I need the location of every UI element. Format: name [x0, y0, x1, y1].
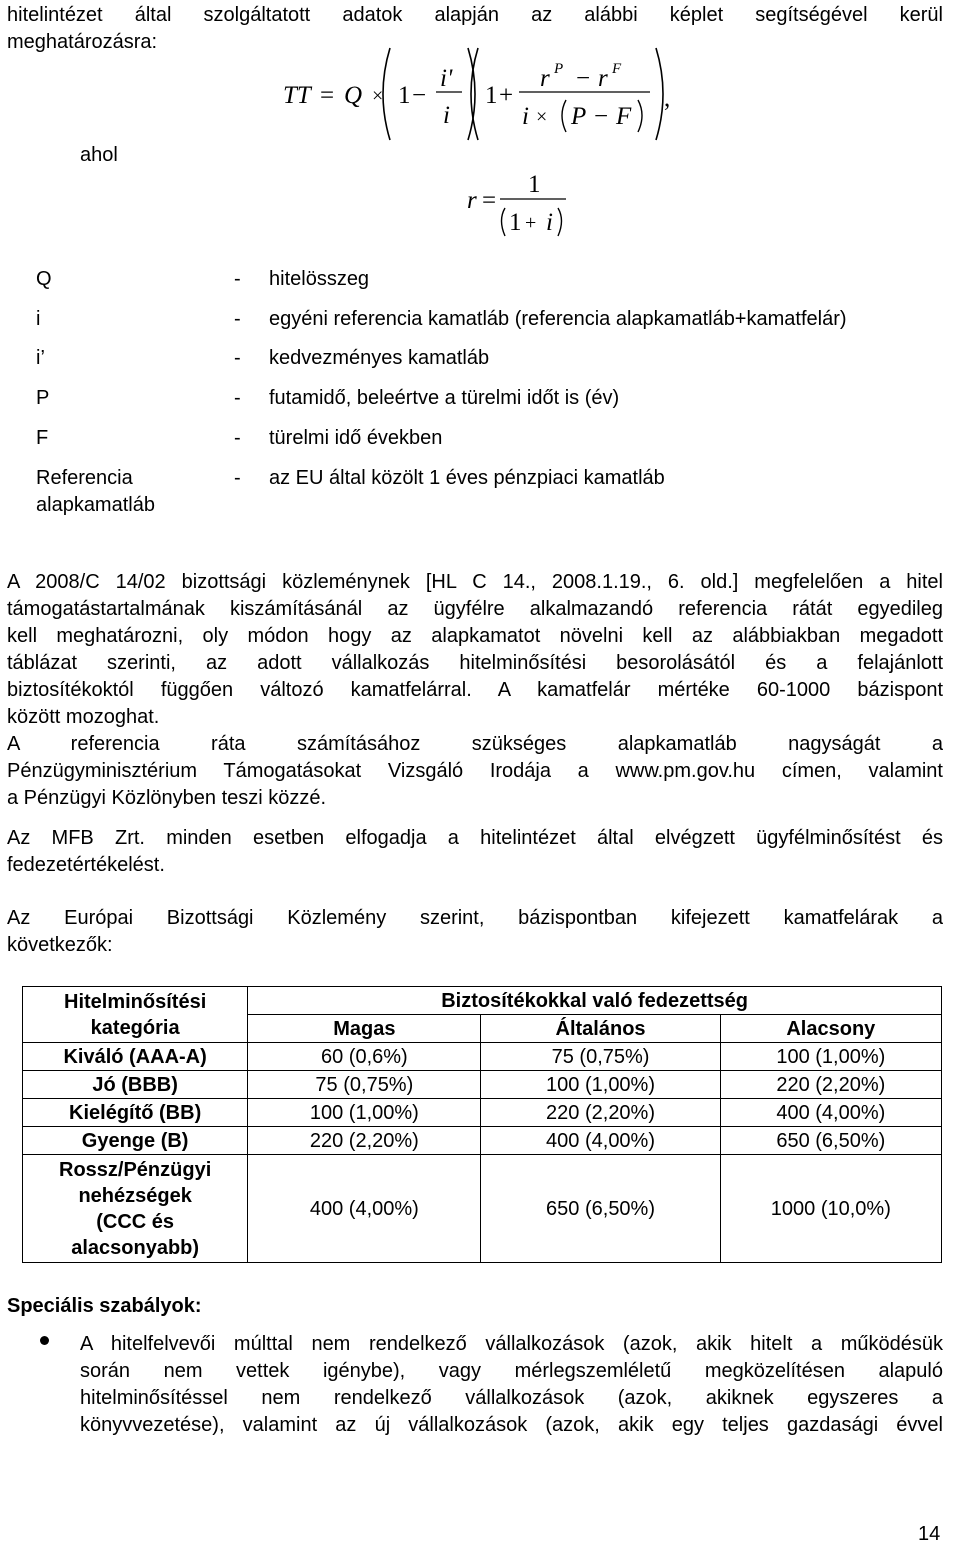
table-cell: 100 (1,00%) [481, 1071, 720, 1099]
definition-dash: - [234, 347, 241, 369]
formula-sup-p: P [554, 61, 564, 77]
paragraph-3 [7, 825, 943, 879]
paren-open-3 [562, 100, 566, 132]
formula-plus: + [499, 82, 514, 109]
table-row [23, 1127, 942, 1155]
formula-comma: , [664, 85, 671, 112]
table-cell: 400 (4,00%) [481, 1127, 720, 1155]
formula-r-1: r [540, 65, 550, 92]
table-row-category: Gyenge (B) [23, 1127, 248, 1155]
formula-times-2: × [536, 106, 548, 128]
formula-sup-f: F [612, 61, 622, 77]
definition-key: i’ [36, 347, 45, 369]
main-formula [0, 0, 960, 240]
formula-p: P [571, 103, 587, 130]
table-cell: 400 (4,00%) [248, 1155, 481, 1263]
definition-value: egyéni referencia kamatláb (referencia alapkamatláb+kamatfelár) [269, 308, 847, 330]
rf-paren-close [558, 208, 562, 236]
table-row-category: Kielégítő (BB) [23, 1099, 248, 1127]
paragraph-line: Az Európai Bizottsági Közlemény szerint, bázispontban kifejezett kamatfelárak a [7, 907, 943, 929]
formula-one-1: 1 [398, 82, 411, 109]
table-cell: 75 (0,75%) [248, 1071, 481, 1099]
paragraph-2 [7, 731, 943, 812]
table-cell: 650 (6,50%) [720, 1127, 941, 1155]
formula-minus-2: − [576, 65, 591, 92]
rf-one: 1 [509, 209, 522, 236]
bullet-line: A hitelfelvevői múlttal nem rendelkező vállalkozások (azok, akik hitelt a működésük [80, 1333, 943, 1355]
special-rules-heading: Speciális szabályok: [7, 1295, 202, 1317]
formula-eq: = [320, 82, 335, 109]
table-row-category: Kiváló (AAA-A) [23, 1043, 248, 1071]
bullet-line: során nem vettek igénybe), vagy mérlegszemléletű megközelítésen alapuló [80, 1360, 943, 1382]
paragraph-line: a Pénzügyi Közlönyben teszi közzé. [7, 787, 327, 809]
table-cell: 650 (6,50%) [481, 1155, 720, 1263]
table-cell: 100 (1,00%) [248, 1099, 481, 1127]
definition-dash: - [234, 467, 241, 489]
formula-minus: − [412, 82, 427, 109]
paragraph-line: következők: [7, 934, 113, 956]
table-row-category: Rossz/Pénzügyi nehézségek (CCC és alacsonyabb) [23, 1155, 248, 1263]
formula-times-1: × [372, 85, 384, 107]
definition-key: Referencia alapkamatláb [36, 467, 155, 516]
paragraph-line: Pénzügyminisztérium Támogatásokat Vizsgáló Irodája a www.pm.gov.hu címen, valamint [7, 760, 943, 782]
definition-value: az EU által közölt 1 éves pénzpiaci kamatláb [269, 467, 665, 489]
formula-f: F [616, 103, 632, 130]
table-cell: 1000 (10,0%) [720, 1155, 941, 1263]
definition-value: kedvezményes kamatláb [269, 347, 490, 369]
formula-q: Q [344, 82, 363, 109]
rf-eq: = [482, 187, 497, 214]
definition-dash: - [234, 427, 241, 449]
table-cell: 75 (0,75%) [481, 1043, 720, 1071]
paragraph-line: A referencia ráta számításához szükséges alapkamatláb nagyságát a [7, 733, 943, 755]
rf-i: i [546, 209, 553, 236]
formula-minus-3: − [594, 103, 609, 130]
rf-plus: + [525, 212, 537, 234]
paragraph-line: fedezetértékelést. [7, 854, 165, 876]
table-cell: 100 (1,00%) [720, 1043, 941, 1071]
paragraph-line: Az MFB Zrt. minden esetben elfogadja a hitelintézet által elvégzett ügyfélminősítést és [7, 827, 943, 849]
table-cell: 400 (4,00%) [720, 1099, 941, 1127]
paragraph-line: között mozoghat. [7, 706, 160, 728]
ahol-label: ahol [80, 144, 118, 166]
intro-line-1: hitelintézet által szolgáltatott adatok alapján az alábbi képlet segítségével kerül [7, 4, 943, 26]
definition-key: i [36, 308, 41, 330]
definition-dash: - [234, 308, 241, 330]
bullet-line: könyvvezetése), valamint az új vállalkozások (azok, akik egy teljes gazdasági évvel [80, 1414, 943, 1436]
bullet-item [80, 1331, 943, 1439]
table-row [23, 1155, 942, 1263]
table-group-header: Biztosítékokkal való fedezettség [248, 987, 942, 1015]
paragraph-line: biztosítékoktól függően változó kamatfelárral. A kamatfelár mértéke 60-1000 bázispont [7, 679, 943, 701]
table-row [23, 1071, 942, 1099]
table-cell: 220 (2,20%) [481, 1099, 720, 1127]
definition-value: türelmi idő években [269, 427, 443, 449]
formula-i-prime: i' [440, 65, 453, 92]
table-column-header: Általános [481, 1015, 720, 1043]
table-row [23, 1043, 942, 1071]
formula-lhs: TT [283, 82, 311, 109]
definition-key: F [36, 427, 49, 449]
paragraph-1 [7, 569, 943, 731]
definition-value: hitelösszeg [269, 268, 370, 290]
interest-margin-table [22, 986, 942, 1263]
definition-key: P [36, 387, 50, 409]
rf-r: r [467, 187, 477, 214]
table-column-header: Alacsony [720, 1015, 941, 1043]
rf-num: 1 [528, 171, 541, 198]
paren-close-2 [656, 48, 663, 140]
formula-r-2: r [598, 65, 608, 92]
page-number: 14 [918, 1523, 941, 1545]
paragraph-line: kell meghatározni, oly módon hogy az alapkamatot növelni kell az alábbiakban megadott [7, 625, 943, 647]
definition-key: Q [36, 268, 52, 290]
definition-dash: - [234, 387, 241, 409]
paragraph-line: táblázat szerinti, az adott vállalkozás hitelminősítési besorolásától és a felajánlott [7, 652, 943, 674]
table-cell: 220 (2,20%) [720, 1071, 941, 1099]
table-column-header: Magas [248, 1015, 481, 1043]
paren-open-1 [383, 48, 390, 140]
table-row [23, 1099, 942, 1127]
definition-dash: - [234, 268, 241, 290]
rf-paren-open [502, 208, 506, 236]
table-corner-header: Hitelminősítési kategória [23, 987, 248, 1043]
table-cell: 60 (0,6%) [248, 1043, 481, 1071]
formula-one-2: 1 [485, 82, 498, 109]
paragraph-4 [7, 905, 943, 959]
intro-line-2: meghatározásra: [7, 31, 158, 53]
bullet-icon [40, 1336, 49, 1345]
formula-i-den: i [443, 102, 450, 129]
paren-close-3 [638, 100, 642, 132]
paragraph-line: A 2008/C 14/02 bizottsági közleménynek [HL C 14., 2008.1.19., 6. old.] megfelelően a hitel [7, 571, 943, 593]
formula-i-2: i [522, 103, 529, 130]
paragraph-line: támogatástartalmának kiszámításánál az ügyfélre alkalmazandó referencia rátát egyedileg [7, 598, 943, 620]
table-row-category: Jó (BBB) [23, 1071, 248, 1099]
definition-value: futamidő, beleértve a türelmi időt is (év) [269, 387, 620, 409]
table-cell: 220 (2,20%) [248, 1127, 481, 1155]
bullet-line: hitelminősítéssel nem rendelkező vállalkozások (azok, akiknek egyszeres a [80, 1387, 943, 1409]
definition-row [36, 465, 936, 521]
